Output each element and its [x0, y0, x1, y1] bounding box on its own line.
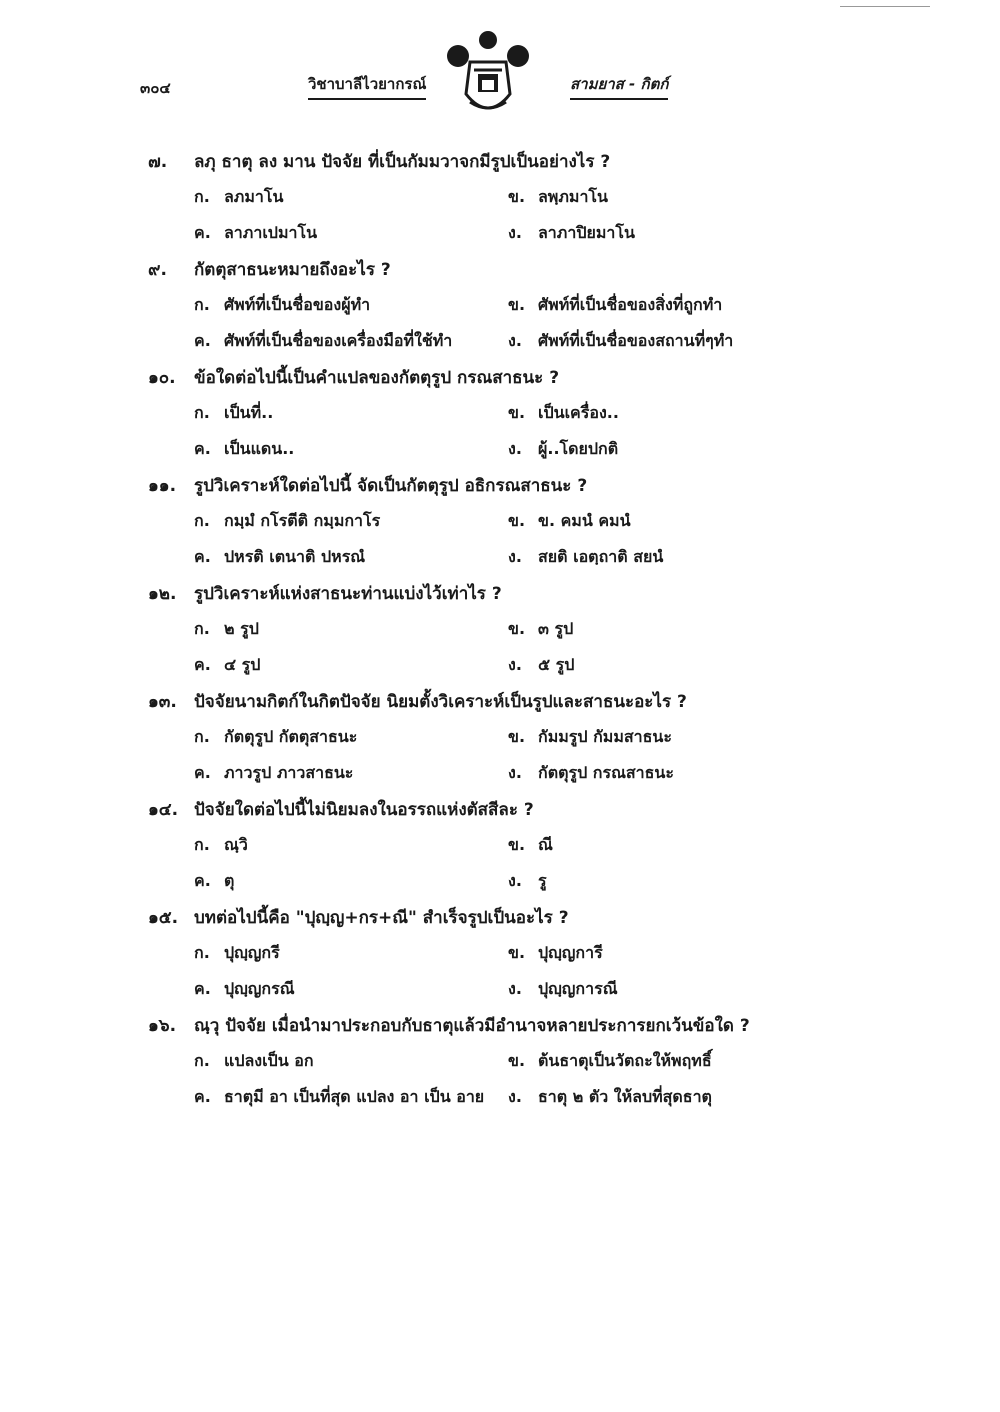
option-text: ลาภาปิยมาโน: [538, 222, 635, 242]
question-text: ลภุ ธาตุ ลง มาน ปัจจัย ที่เป็นกัมมวาจกมีรูปเป็นอย่างไร ?: [194, 151, 611, 172]
question-number: ๑๔.: [148, 799, 179, 820]
option-text: ลภมาโน: [224, 186, 284, 206]
option-text: ศัพท์ที่เป็นชื่อของเครื่องมือที่ใช้ทำ: [224, 330, 453, 350]
option-text: ธาตุมี อา เป็นที่สุด แปลง อา เป็น อาย: [224, 1086, 485, 1106]
option-letter: ค.: [194, 1086, 211, 1106]
option-row: [148, 971, 828, 1007]
option-text: ตุ: [224, 870, 235, 890]
option-row: [148, 863, 828, 899]
option-choice: [508, 869, 828, 894]
option-letter: ก.: [194, 510, 210, 530]
question-line: [148, 899, 828, 935]
option-choice: [508, 653, 828, 678]
question-item: [148, 359, 828, 467]
option-letter: ค.: [194, 654, 211, 674]
option-letter: ข.: [508, 1050, 526, 1070]
option-text: ต้นธาตุเป็นวัตถะให้พฤทธิ์: [538, 1050, 712, 1070]
header-subject-title: วิชาบาลีไวยากรณ์: [308, 72, 426, 100]
option-text: ๒ รูป: [224, 618, 259, 638]
option-choice: [508, 977, 828, 1002]
question-line: [148, 143, 828, 179]
option-letter: ก.: [194, 942, 210, 962]
option-row: [148, 755, 828, 791]
header-chapter-title: สามยาส - กิตก์: [570, 72, 668, 100]
option-choice: [194, 437, 508, 462]
option-choice: [194, 833, 508, 858]
option-choice: [194, 725, 508, 750]
option-choice: [508, 1049, 828, 1074]
option-text: แปลงเป็น อก: [224, 1050, 314, 1070]
option-choice: [508, 941, 828, 966]
option-row: [148, 1043, 828, 1079]
option-choice: [508, 545, 828, 570]
option-letter: ค.: [194, 546, 211, 566]
option-choice: [194, 185, 508, 210]
option-choice: [508, 761, 828, 786]
option-text: ปุญฺญกรี: [224, 942, 280, 962]
option-letter: ข.: [508, 618, 526, 638]
option-text: กมฺมํ กโรตีติ กมฺมกาโร: [224, 510, 381, 530]
option-choice: [194, 653, 508, 678]
option-letter: ค.: [194, 438, 211, 458]
page-header: [140, 30, 820, 130]
option-text: กัตตุรูป กรณสาธนะ: [538, 762, 674, 782]
question-number: ๙.: [148, 259, 167, 280]
option-letter: ข.: [508, 402, 526, 422]
option-text: ข. คมนํ คมนํ: [538, 510, 631, 530]
option-choice: [194, 293, 508, 318]
option-choice: [194, 941, 508, 966]
option-choice: [194, 617, 508, 642]
option-row: [148, 323, 828, 359]
question-item: [148, 791, 828, 899]
option-text: ๔ รูป: [224, 654, 261, 674]
option-text: ปหรติ เตนาติ ปหรณํ: [224, 546, 366, 566]
option-choice: [508, 221, 828, 246]
option-text: ณฺวิ: [224, 834, 248, 854]
option-row: [148, 719, 828, 755]
option-text: กัตตุรูป กัตตุสาธนะ: [224, 726, 358, 746]
question-item: [148, 899, 828, 1007]
option-row: [148, 611, 828, 647]
option-row: [148, 827, 828, 863]
option-text: ณี: [538, 834, 553, 854]
question-line: [148, 1007, 828, 1043]
option-text: ศัพท์ที่เป็นชื่อของผู้ทำ: [224, 294, 371, 314]
question-item: [148, 683, 828, 791]
question-line: [148, 575, 828, 611]
option-choice: [194, 329, 508, 354]
question-text: ข้อใดต่อไปนี้เป็นคำแปลของกัตตุรูป กรณสาธนะ ?: [194, 367, 560, 388]
option-row: [148, 503, 828, 539]
question-text: ปัจจัยใดต่อไปนี้ไม่นิยมลงในอรรถแห่งตัสสีละ ?: [194, 799, 534, 820]
question-number: ๑๐.: [148, 367, 176, 388]
option-choice: [194, 221, 508, 246]
option-letter: ง.: [508, 438, 522, 458]
option-letter: ก.: [194, 618, 210, 638]
option-letter: ง.: [508, 978, 522, 998]
question-text: ปัจจัยนามกิตก์ในกิตปัจจัย นิยมตั้งวิเคราะห์เป็นรูปและสาธนะอะไร ?: [194, 691, 687, 712]
option-choice: [194, 509, 508, 534]
question-line: [148, 251, 828, 287]
option-text: ๓ รูป: [538, 618, 574, 638]
option-text: ภาวรูป ภาวสาธนะ: [224, 762, 354, 782]
corner-mark: [840, 0, 930, 7]
option-row: [148, 431, 828, 467]
question-number: ๑๑.: [148, 475, 177, 496]
option-text: ศัพท์ที่เป็นชื่อของสถานที่ๆทำ: [538, 330, 734, 350]
option-row: [148, 539, 828, 575]
question-number: ๑๓.: [148, 691, 177, 712]
option-choice: [194, 401, 508, 426]
question-item: [148, 467, 828, 575]
option-letter: ค.: [194, 978, 211, 998]
option-row: [148, 395, 828, 431]
option-row: [148, 215, 828, 251]
option-text: สยติ เอตฺถาติ สยนํ: [538, 546, 664, 566]
option-letter: ง.: [508, 546, 522, 566]
question-text: รูปวิเคราะห์แห่งสาธนะท่านแบ่งไว้เท่าไร ?: [194, 583, 502, 604]
option-letter: ค.: [194, 762, 211, 782]
option-text: ศัพท์ที่เป็นชื่อของสิ่งที่ถูกทำ: [538, 294, 723, 314]
option-letter: ง.: [508, 1086, 522, 1106]
option-choice: [508, 725, 828, 750]
option-letter: ก.: [194, 1050, 210, 1070]
option-text: ผู้..โดยปกติ: [538, 438, 619, 458]
question-number: ๑๖.: [148, 1015, 177, 1036]
option-text: เป็นแดน..: [224, 438, 295, 458]
option-text: ลพฺภมาโน: [538, 186, 608, 206]
option-letter: ข.: [508, 294, 526, 314]
option-row: [148, 647, 828, 683]
option-text: เป็นเครื่อง..: [538, 402, 619, 422]
option-choice: [508, 1085, 828, 1110]
option-letter: ข.: [508, 834, 526, 854]
question-item: [148, 1007, 828, 1115]
option-choice: [508, 437, 828, 462]
option-letter: ง.: [508, 654, 522, 674]
option-choice: [194, 545, 508, 570]
question-line: [148, 467, 828, 503]
option-choice: [194, 761, 508, 786]
option-choice: [508, 617, 828, 642]
option-letter: ก.: [194, 402, 210, 422]
question-item: [148, 143, 828, 251]
option-row: [148, 1079, 828, 1115]
option-choice: [194, 1085, 508, 1110]
question-line: [148, 359, 828, 395]
option-letter: ข.: [508, 726, 526, 746]
option-text: รู: [538, 870, 547, 890]
option-letter: ข.: [508, 186, 526, 206]
question-text: ณฺวุ ปัจจัย เมื่อนำมาประกอบกับธาตุแล้วมีอำนาจหลายประการยกเว้นข้อใด ?: [194, 1015, 750, 1036]
option-letter: ง.: [508, 762, 522, 782]
question-text: รูปวิเคราะห์ใดต่อไปนี้ จัดเป็นกัตตุรูป อธิกรณสาธนะ ?: [194, 475, 588, 496]
page-number: ๓๐๔: [140, 79, 171, 97]
option-text: ปุญฺญการณี: [538, 978, 618, 998]
option-choice: [194, 977, 508, 1002]
question-item: [148, 575, 828, 683]
option-letter: ข.: [508, 942, 526, 962]
question-item: [148, 251, 828, 359]
option-letter: ก.: [194, 186, 210, 206]
option-letter: ค.: [194, 870, 211, 890]
option-text: ธาตุ ๒ ตัว ให้ลบที่สุดธาตุ: [538, 1086, 712, 1106]
option-row: [148, 287, 828, 323]
option-letter: ง.: [508, 222, 522, 242]
emblem-logo-icon: [440, 30, 536, 126]
question-line: [148, 791, 828, 827]
option-choice: [194, 869, 508, 894]
option-choice: [508, 509, 828, 534]
question-list: [148, 143, 828, 1115]
option-choice: [508, 329, 828, 354]
option-choice: [508, 833, 828, 858]
option-letter: ง.: [508, 870, 522, 890]
option-choice: [194, 1049, 508, 1074]
option-letter: ข.: [508, 510, 526, 530]
option-text: ลาภาเปมาโน: [224, 222, 318, 242]
option-text: เป็นที่..: [224, 402, 274, 422]
option-text: ปุญฺญกรณี: [224, 978, 295, 998]
option-choice: [508, 185, 828, 210]
option-letter: ค.: [194, 330, 211, 350]
option-letter: ก.: [194, 834, 210, 854]
question-number: ๗.: [148, 151, 168, 172]
option-letter: ก.: [194, 726, 210, 746]
question-number: ๑๒.: [148, 583, 177, 604]
option-text: ปุญฺญการี: [538, 942, 603, 962]
option-row: [148, 179, 828, 215]
option-letter: ก.: [194, 294, 210, 314]
question-line: [148, 683, 828, 719]
option-text: ๕ รูป: [538, 654, 575, 674]
option-row: [148, 935, 828, 971]
question-number: ๑๕.: [148, 907, 179, 928]
option-letter: ค.: [194, 222, 211, 242]
option-text: กัมมรูป กัมมสาธนะ: [538, 726, 672, 746]
question-text: บทต่อไปนี้คือ "ปุญฺญ+กร+ณี" สำเร็จรูปเป็นอะไร ?: [194, 907, 569, 928]
question-text: กัตตุสาธนะหมายถึงอะไร ?: [194, 259, 391, 280]
option-choice: [508, 401, 828, 426]
option-letter: ง.: [508, 330, 522, 350]
option-choice: [508, 293, 828, 318]
